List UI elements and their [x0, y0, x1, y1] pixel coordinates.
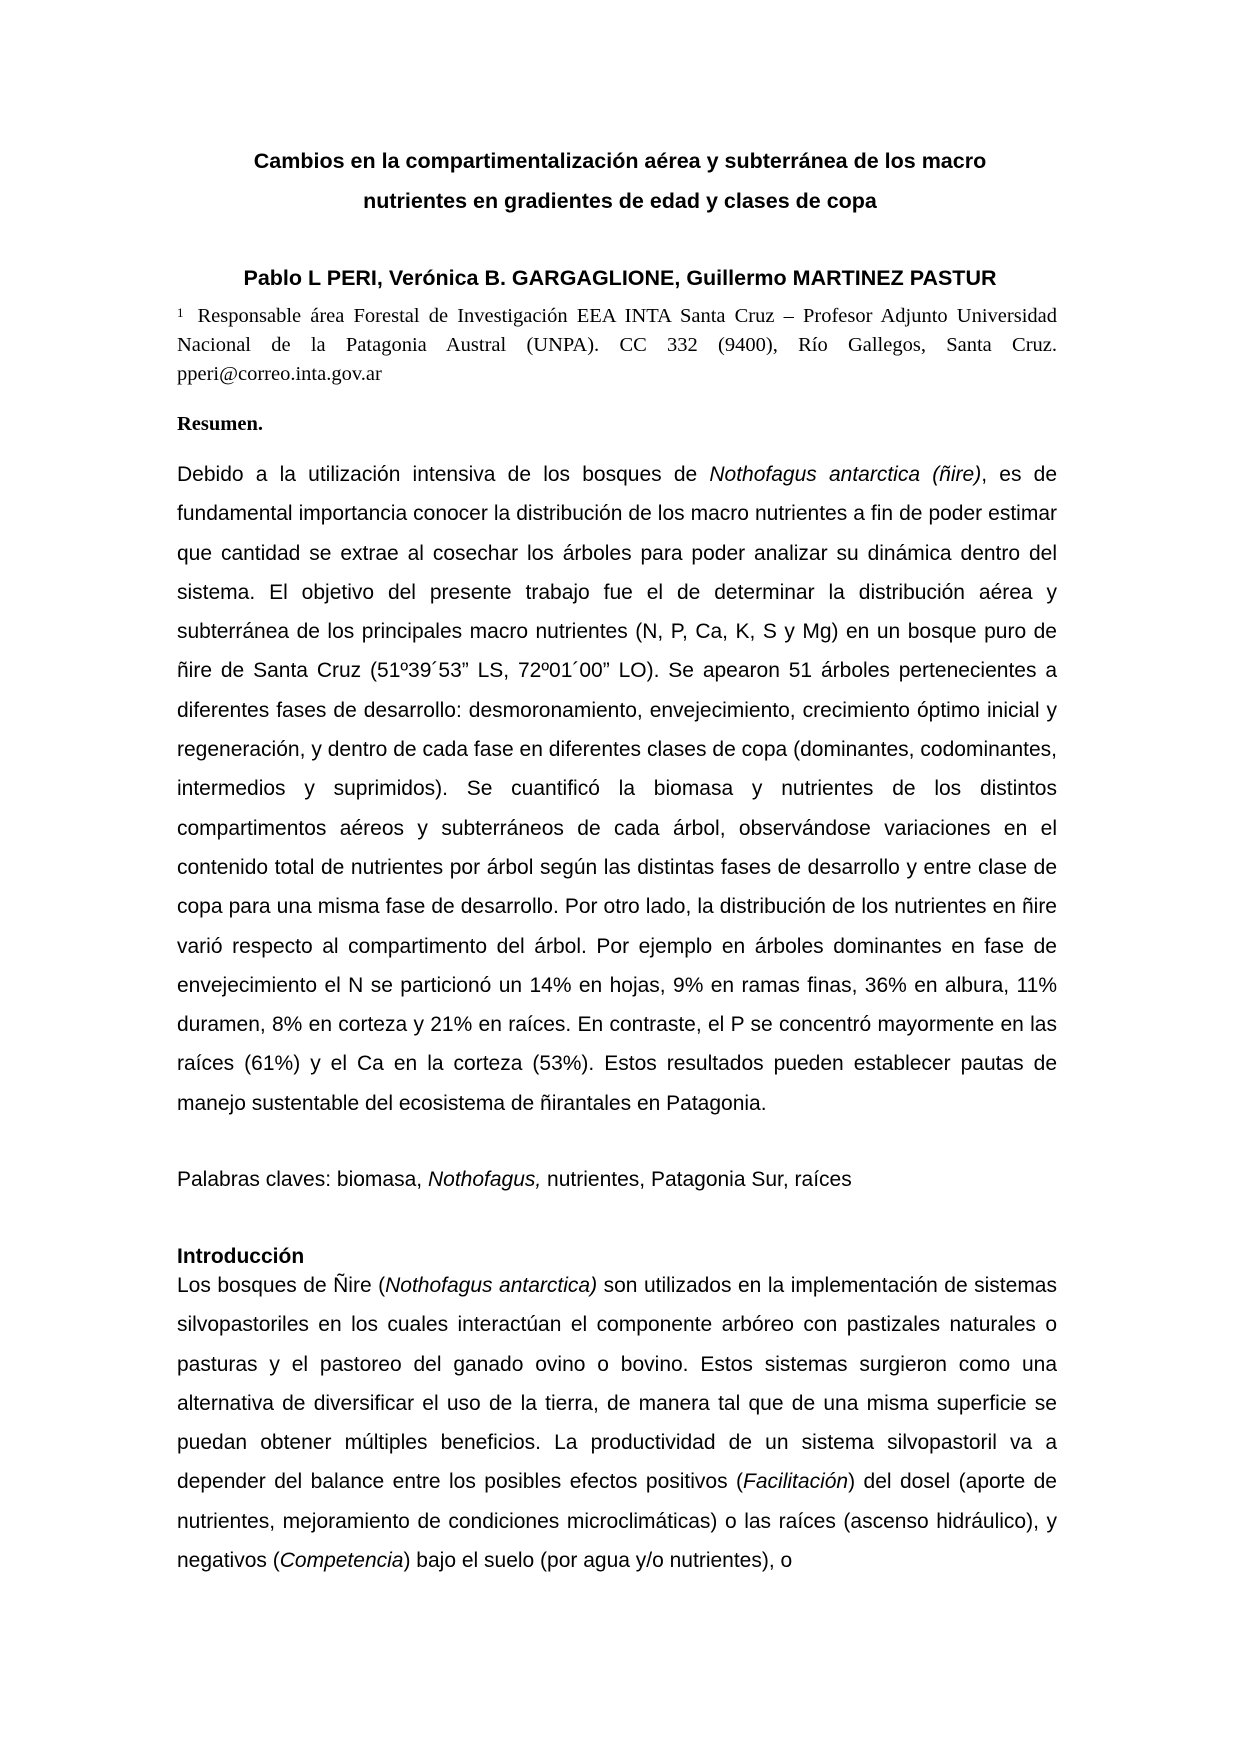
paper-title-line-1: Cambios en la compartimentalización aérea y subterránea de los macro: [253, 149, 987, 173]
abstract-text-2: , es de fundamental importancia conocer la distribución de los macro nutrientes a fin de poder estimar que cantidad se extrae al cosechar los árboles para poder analizar su dinámica dentro del sistema. El objetivo del presente trabajo fue el de determinar la distribución aérea y subterránea de los principales macro nutrientes (N, P, Ca, K, S y Mg) en un bosque puro de ñire de Santa Cruz (51º39´53” LS, 72º01´00” LO). Se apearon 51 árboles pertenecientes a diferentes fases de desarrollo: desmoronamiento, envejecimiento, crecimiento óptimo inicial y regeneración, y dentro de cada fase en diferentes clases de copa (dominantes, codominantes, intermedios y suprimidos). Se cuantificó la biomasa y nutrientes de los distintos compartimentos aéreos y subterráneos de cada árbol, observándose variaciones en el contenido total de nutrientes por árbol según las distintas fases de desarrollo y entre clase de copa para una misma fase de desarrollo. Por otro lado, la distribución de los nutrientes en ñire varió respecto al compartimento del árbol. Por ejemplo en árboles dominantes en fase de envejecimiento el N se particionó un 14% en hojas, 9% en ramas finas, 36% en albura, 11% duramen, 8% en corteza y 21% en raíces. En contraste, el P se concentró mayormente en las raíces (61%) y el Ca en la corteza (53%). Estos resultados pueden establecer pautas de manejo sustentable del ecosistema de ñirantales en Patagonia.: [177, 463, 1057, 1115]
intro-facilitacion-italic: Facilitación: [743, 1470, 849, 1494]
paper-title-line-2: nutrientes en gradientes de edad y clases de copa: [363, 189, 877, 213]
affiliation-marker: 1: [177, 305, 184, 320]
intro-competencia-italic: Competencia: [279, 1549, 404, 1573]
keywords-text-2: nutrientes, Patagonia Sur, raíces: [541, 1168, 852, 1191]
keywords-genus-italic: Nothofagus,: [427, 1168, 542, 1191]
keywords-text-1: Palabras claves: biomasa,: [177, 1168, 428, 1191]
intro-text-4: ) bajo el suelo (por agua y/o nutrientes), o: [403, 1549, 793, 1573]
abstract-heading: Resumen.: [177, 413, 263, 435]
keywords: [177, 1160, 1057, 1199]
affiliation: [177, 302, 1057, 389]
abstract-species-italic: Nothofagus antarctica (ñire): [709, 463, 982, 486]
intro-text-2: son utilizados en la implementación de sistemas silvopastoriles en los cuales interactúan el componente arbóreo con pastizales naturales o pasturas y el pastoreo del ganado ovino o bovino. Estos sistemas surgieron como una alternativa de diversificar el uso de la tierra, de manera tal que de una misma superficie se puedan obtener múltiples beneficios. La productividad de un sistema silvopastoril va a depender del balance entre los posibles efectos positivos (: [177, 1274, 1057, 1494]
introduction-body: [177, 1266, 1057, 1580]
intro-text-3: ) del dosel (aporte de nutrientes, mejoramiento de condiciones microclimáticas) o las raíces (ascenso hidráulico), y negativos (: [177, 1470, 1057, 1573]
author-list: Pablo L PERI, Verónica B. GARGAGLIONE, Guillermo MARTINEZ PASTUR: [243, 266, 997, 290]
introduction-heading: Introducción: [177, 1245, 305, 1268]
abstract-body: [177, 455, 1057, 1123]
abstract-text-1: Debido a la utilización intensiva de los bosques de: [177, 463, 710, 486]
intro-species-italic: Nothofagus antarctica): [385, 1274, 598, 1297]
affiliation-text: Responsable área Forestal de Investigación EEA INTA Santa Cruz – Profesor Adjunto Universidad Nacional de la Patagonia Austral (UNPA). CC 332 (9400), Río Gallegos, Santa Cruz. pperi@correo.inta.gov.ar: [177, 305, 1057, 385]
intro-text-1: Los bosques de Ñire (: [177, 1274, 386, 1297]
